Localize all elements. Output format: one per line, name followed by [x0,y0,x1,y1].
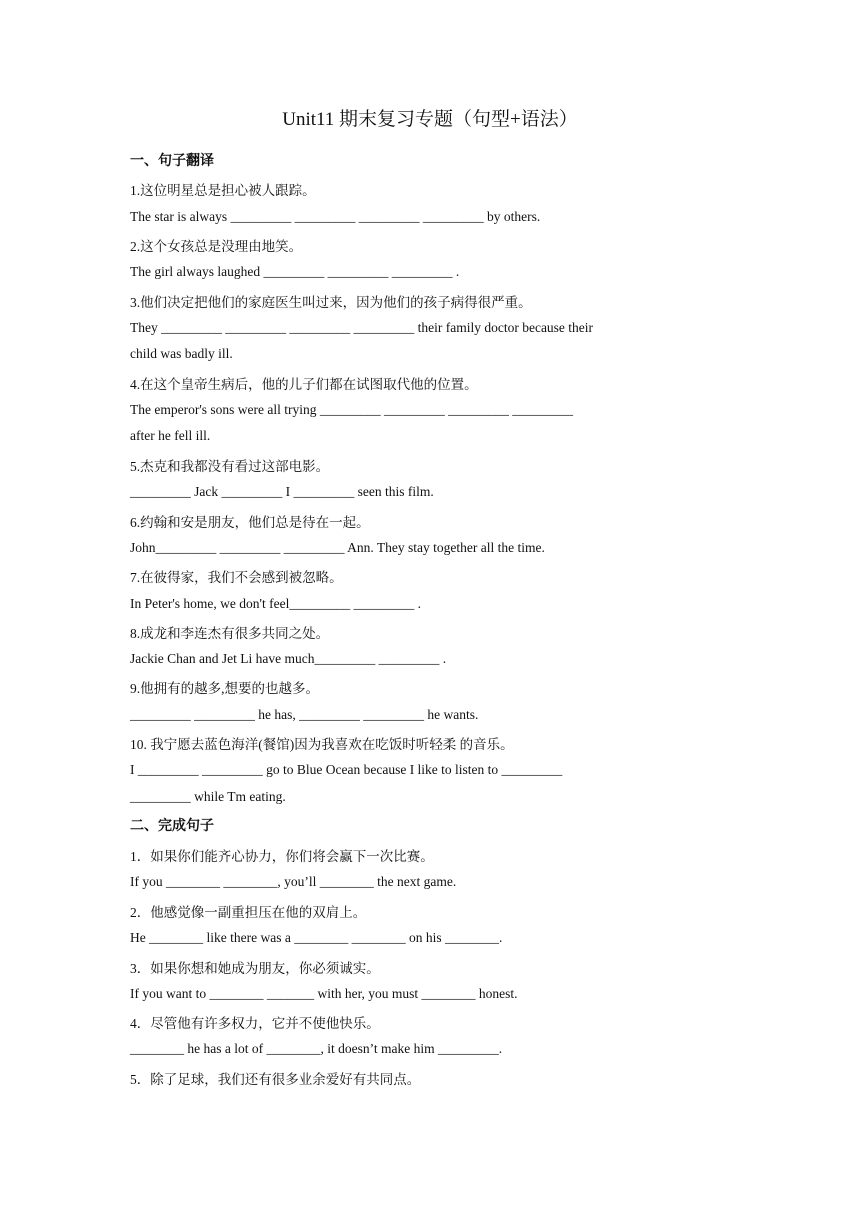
question-line: 2．他感觉像一副重担压在他的双肩上。 [130,905,367,920]
question-line: 9.他拥有的越多,想要的也越多。 [130,681,319,696]
question-line: 4．尽管他有许多权力，它并不使他快乐。 [130,1016,380,1031]
answer-line: after he fell ill. [130,428,211,443]
answer-line: _________ Jack _________ I _________ seen this film. [130,484,434,499]
question-line: 3.他们决定把他们的家庭医生叫过来，因为他们的孩子病得很严重。 [130,295,532,310]
answer-line: The emperor's sons were all trying _________ _________ _________ _________ [130,402,574,417]
answer-line: ________ he has a lot of ________, it doesn’t make him _________. [130,1041,503,1056]
answer-line: I _________ _________ go to Blue Ocean because I like to listen to _________ [130,762,563,777]
answer-line: They _________ _________ _________ _________ their family doctor because their [130,320,594,335]
question-line: 2.这个女孩总是没理由地笑。 [130,239,303,254]
question-line: 7.在彼得家，我们不会感到被忽略。 [130,570,343,585]
question-line: 1.这位明星总是担心被人跟踪。 [130,183,316,198]
section-heading-completion: 二、完成句子 [130,819,214,834]
answer-line: _________ while Tm eating. [130,789,286,804]
answer-line: John_________ _________ _________ Ann. They stay together all the time. [130,540,545,555]
section-heading-translation: 一、句子翻译 [130,154,214,169]
question-line: 3．如果你想和她成为朋友，你必须诚实。 [130,961,380,976]
answer-line: child was badly ill. [130,346,233,361]
question-line: 5.杰克和我都没有看过这部电影。 [130,459,330,474]
answer-line: If you want to ________ _______ with her, you must ________ honest. [130,986,518,1001]
question-line: 4.在这个皇帝生病后，他的儿子们都在试图取代他的位置。 [130,377,478,392]
answer-line: If you ________ ________, you’ll ________ the next game. [130,874,457,889]
answer-line: He ________ like there was a ________ ________ on his ________. [130,930,503,945]
question-line: 8.成龙和李连杰有很多共同之处。 [130,626,330,641]
answer-line: The girl always laughed _________ _________ _________ . [130,264,460,279]
question-line: 5．除了足球，我们还有很多业余爱好有共同点。 [130,1072,421,1087]
page-title: Unit11 期末复习专题（句型+语法） [282,109,578,130]
answer-line: Jackie Chan and Jet Li have much_________ _________ . [130,651,447,666]
question-line: 10. 我宁愿去蓝色海洋(餐馆)因为我喜欢在吃饭时听轻柔 的音乐。 [130,737,514,752]
answer-line: _________ _________ he has, _________ _________ he wants. [130,707,479,722]
answer-line: The star is always _________ _________ _________ _________ by others. [130,209,541,224]
answer-line: In Peter's home, we don't feel_________ _________ . [130,596,421,611]
question-line: 1．如果你们能齐心协力，你们将会赢下一次比赛。 [130,849,434,864]
question-line: 6.约翰和安是朋友，他们总是待在一起。 [130,515,370,530]
